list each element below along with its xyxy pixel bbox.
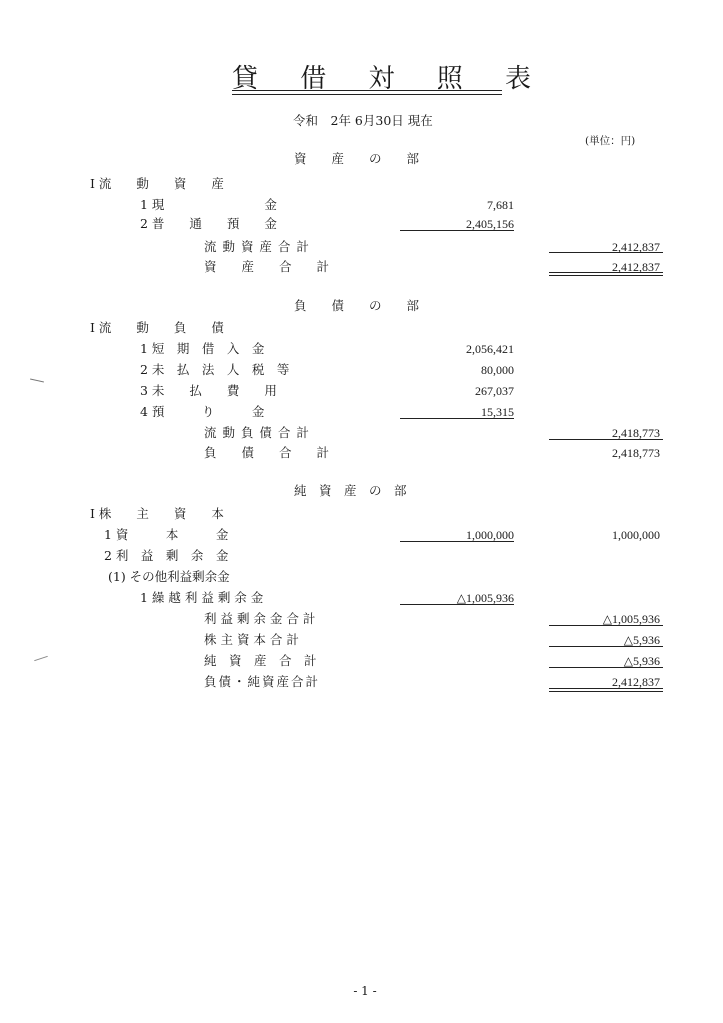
assets-total-label: 資 産 合 計 [204,259,330,274]
title-underline-second [232,94,502,95]
amount-underline [400,604,514,605]
assets-heading: 資 産 の 部 [294,151,420,166]
unit-label: (単位：円) [585,135,636,147]
document-title: 貸 借 対 照 表 [232,64,534,94]
shareholders-equity-total-label: 株 主 資 本 合 計 [204,632,299,647]
liabilities-total: 2,418,773 [612,446,660,460]
grand-total-label: 負債・純資産合計 [204,674,321,689]
current-liabilities-section: Ⅰ 流 動 負 債 [90,320,224,335]
liability-item-label: 2 未 払 法 人 税 等 [140,362,290,377]
amount-underline [549,625,663,626]
current-assets-subtotal: 2,412,837 [612,240,660,254]
amount-underline [549,667,663,668]
liability-item-amount: 15,315 [481,405,514,419]
asset-item-label: 1 現 金 [140,197,277,212]
shareholders-equity-section: Ⅰ 株 主 資 本 [90,506,224,521]
current-assets-subtotal-label: 流 動 資 産 合 計 [204,239,309,254]
other-retained-earnings-label: (1) その他利益剰余金 [108,569,230,584]
liability-item-label: 3 未 払 費 用 [140,383,277,398]
double-underline-second [549,275,663,276]
page-number: - 1 - [353,984,377,998]
scan-mark [34,656,48,661]
current-liabilities-subtotal-label: 流 動 負 債 合 計 [204,425,309,440]
double-underline [549,688,663,689]
carried-forward-amount: △1,005,936 [456,591,514,605]
liabilities-heading: 負 債 の 部 [294,298,420,313]
report-date: 令和 2年 6月30日 現在 [293,113,433,128]
amount-underline [549,646,663,647]
net-assets-heading: 純 資 産 の 部 [294,483,407,498]
liabilities-total-label: 負 債 合 計 [204,445,330,460]
current-assets-section: Ⅰ 流 動 資 産 [90,176,224,191]
retained-earnings-total: △1,005,936 [602,612,660,626]
title-underline [232,90,502,91]
capital-amount: 1,000,000 [466,528,514,542]
capital-label: 1 資 本 金 [104,527,229,542]
net-assets-total-label: 純 資 産 合 計 [204,653,317,668]
current-liabilities-subtotal: 2,418,773 [612,426,660,440]
asset-item-label: 2 普 通 預 金 [140,216,277,231]
retained-earnings-label: 2 利 益 剰 余 金 [104,548,229,563]
capital-total: 1,000,000 [612,528,660,542]
retained-earnings-total-label: 利 益 剰 余 金 合 計 [204,611,316,626]
amount-underline [400,230,514,231]
double-underline-second [549,691,663,692]
asset-item-amount: 2,405,156 [466,217,514,231]
assets-total: 2,412,837 [612,260,660,274]
grand-total: 2,412,837 [612,675,660,689]
carried-forward-label: 1 繰 越 利 益 剰 余 金 [140,590,264,605]
liability-item-amount: 2,056,421 [466,342,514,356]
double-underline [549,272,663,273]
amount-underline [549,252,663,253]
scan-mark [30,379,44,383]
amount-underline [549,439,663,440]
amount-underline [400,541,514,542]
asset-item-amount: 7,681 [487,198,514,212]
liability-item-label: 1 短 期 借 入 金 [140,341,265,356]
liability-item-label: 4 預 り 金 [140,404,265,419]
liability-item-amount: 80,000 [481,363,514,377]
shareholders-equity-total: △5,936 [623,633,660,647]
net-assets-total: △5,936 [623,654,660,668]
liability-item-amount: 267,037 [475,384,514,398]
amount-underline [400,418,514,419]
